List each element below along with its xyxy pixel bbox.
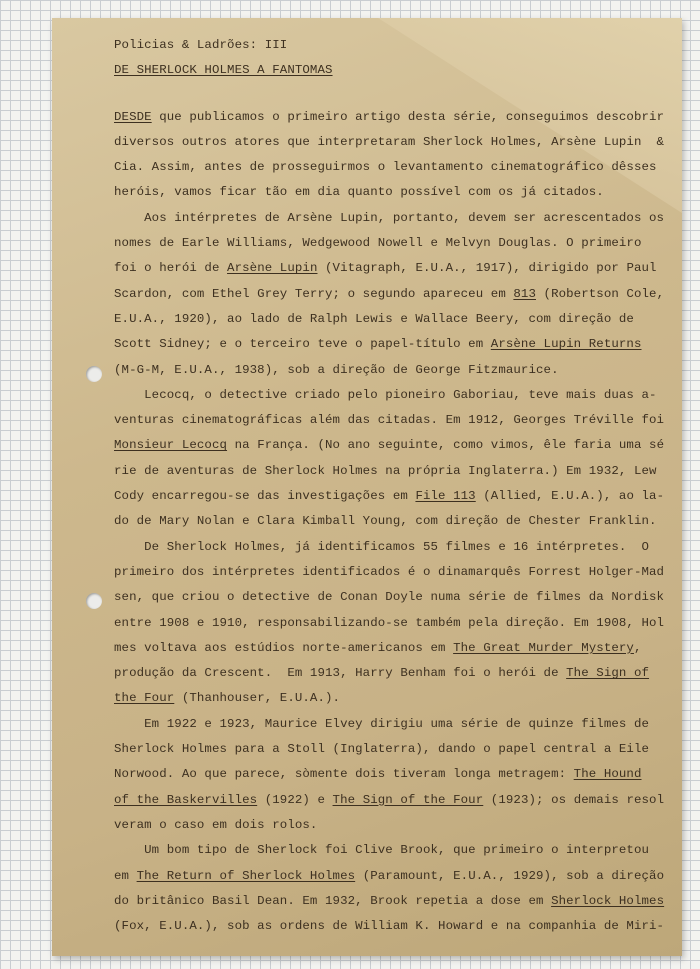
document-text [114, 33, 670, 939]
text-run: venturas cinematográficas além das citadas. Em 1912, Georges Tréville foi [114, 413, 665, 428]
text-run: primeiro dos intérpretes identificados é o dinamarquês Forrest Holger-Mad [114, 564, 665, 579]
text-line [114, 130, 670, 155]
text-line [114, 712, 670, 737]
text-run: Sherlock Holmes para a Stoll (Inglaterra), dando o papel central a Eile [114, 742, 650, 757]
text-line [114, 408, 670, 433]
underlined-title: 813 [513, 286, 536, 301]
text-run: De Sherlock Holmes, já identificamos 55 filmes e 16 intérpretes. O [114, 539, 650, 554]
text-run: diversos outros atores que interpretaram Sherlock Holmes, Arsène Lupin & [114, 134, 665, 149]
text-line [114, 383, 670, 408]
underlined-title: the Four [114, 691, 175, 706]
text-run: (Vitagraph, E.U.A., 1917), dirigido por Paul [317, 261, 657, 276]
underlined-title: Arsène Lupin [227, 261, 318, 276]
text-line [114, 737, 670, 762]
text-run: Cia. Assim, antes de prosseguirmos o levantamento cinematográfico dêsses [114, 160, 657, 175]
text-line [114, 358, 670, 383]
series-heading: Policias & Ladrões: III [114, 38, 288, 52]
punch-hole [86, 593, 102, 609]
text-line [114, 484, 670, 509]
text-run: Lecocq, o detective criado pelo pioneiro Gaboriau, teve mais duas a- [114, 387, 657, 402]
text-line [114, 459, 670, 484]
text-line [114, 282, 670, 307]
text-run: (Fox, E.U.A.), sob as ordens de William K. Howard e na companhia de Miri- [114, 919, 665, 934]
text-run: nomes de Earle Williams, Wedgewood Nowell e Melvyn Douglas. O primeiro [114, 236, 642, 251]
text-line [114, 509, 670, 534]
text-line [114, 332, 670, 357]
article-title: DE SHERLOCK HOLMES A FANTOMAS [114, 63, 333, 78]
text-line [114, 762, 670, 787]
text-line [114, 788, 670, 813]
text-run: Aos intérpretes de Arsène Lupin, portanto, devem ser acrescentados os [114, 210, 665, 225]
text-run: heróis, vamos ficar tão em dia quanto possível com os já citados. [114, 185, 604, 200]
text-run: (Thanhouser, E.U.A.). [174, 691, 341, 706]
text-run: mes voltava aos estúdios norte-americanos em [114, 640, 454, 655]
text-run: (Paramount, E.U.A., 1929), sob a direção [355, 868, 665, 883]
punch-hole [86, 366, 102, 382]
text-run: entre 1908 e 1910, responsabilizando-se também pela direção. Em 1908, Hol [114, 615, 665, 630]
underlined-title: Monsieur Lecocq [114, 438, 228, 453]
text-run: Em 1922 e 1923, Maurice Elvey dirigiu uma série de quinze filmes de [114, 716, 650, 731]
text-line [114, 686, 670, 711]
text-line [114, 206, 670, 231]
underlined-title: Sherlock Holmes [551, 893, 665, 908]
underlined-title: The Sign of the Four [332, 792, 484, 807]
text-run: Norwood. Ao que parece, sòmente dois tiveram longa metragem: [114, 767, 574, 782]
text-line [114, 838, 670, 863]
underlined-title: The Hound [573, 767, 642, 782]
text-line [114, 611, 670, 636]
text-run: do britânico Basil Dean. Em 1932, Brook repetia a dose em [114, 893, 552, 908]
underlined-title: File 113 [415, 489, 476, 504]
text-run: em [114, 868, 137, 883]
text-line [114, 231, 670, 256]
text-run: veram o caso em dois rolos. [114, 817, 318, 832]
article-body [114, 105, 670, 940]
text-run: que publicamos o primeiro artigo desta série, conseguimos descobrir [151, 109, 665, 124]
underlined-title: The Great Murder Mystery [453, 640, 634, 655]
text-line [114, 155, 670, 180]
text-run: Scardon, com Ethel Grey Terry; o segundo apareceu em [114, 286, 514, 301]
underlined-title: Arsène Lupin Returns [490, 337, 642, 352]
text-run: sen, que criou o detective de Conan Doyle numa série de filmes da Nordisk [114, 590, 665, 605]
text-line [114, 256, 670, 281]
text-run: rie de aventuras de Sherlock Holmes na própria Inglaterra.) Em 1932, Lew [114, 463, 657, 478]
text-line [114, 813, 670, 838]
text-run: Um bom tipo de Sherlock foi Clive Brook, que primeiro o interpretou [114, 843, 650, 858]
text-run: na França. (No ano seguinte, como vimos, êle faria uma sé [227, 438, 665, 453]
text-line [114, 914, 670, 939]
typewritten-page [52, 18, 682, 956]
text-run: (Robertson Cole, [536, 286, 665, 301]
underlined-title: DESDE [114, 109, 152, 124]
text-run: (M-G-M, E.U.A., 1938), sob a direção de George Fitzmaurice. [114, 362, 559, 377]
text-line [114, 180, 670, 205]
text-line [114, 307, 670, 332]
text-run: produção da Crescent. Em 1913, Harry Benham foi o herói de [114, 666, 567, 681]
text-run: E.U.A., 1920), ao lado de Ralph Lewis e Wallace Beery, com direção de [114, 311, 634, 326]
text-line [114, 661, 670, 686]
text-run: (Allied, E.U.A.), ao la- [475, 489, 665, 504]
underlined-title: The Sign of [566, 666, 650, 681]
text-run: Cody encarregou-se das investigações em [114, 489, 416, 504]
text-run: (1923); os demais resol [483, 792, 665, 807]
text-line [114, 636, 670, 661]
text-line [114, 560, 670, 585]
text-line [114, 535, 670, 560]
text-line [114, 433, 670, 458]
text-run: (1922) e [257, 792, 333, 807]
text-run: do de Mary Nolan e Clara Kimball Young, com direção de Chester Franklin. [114, 514, 657, 529]
text-line [114, 585, 670, 610]
text-line [114, 864, 670, 889]
text-line [114, 105, 670, 130]
text-run: Scott Sidney; e o terceiro teve o papel-título em [114, 337, 491, 352]
text-run: , [633, 640, 642, 655]
underlined-title: The Return of Sherlock Holmes [136, 868, 356, 883]
underlined-title: of the Baskervilles [114, 792, 258, 807]
text-line [114, 889, 670, 914]
text-run: foi o herói de [114, 261, 228, 276]
